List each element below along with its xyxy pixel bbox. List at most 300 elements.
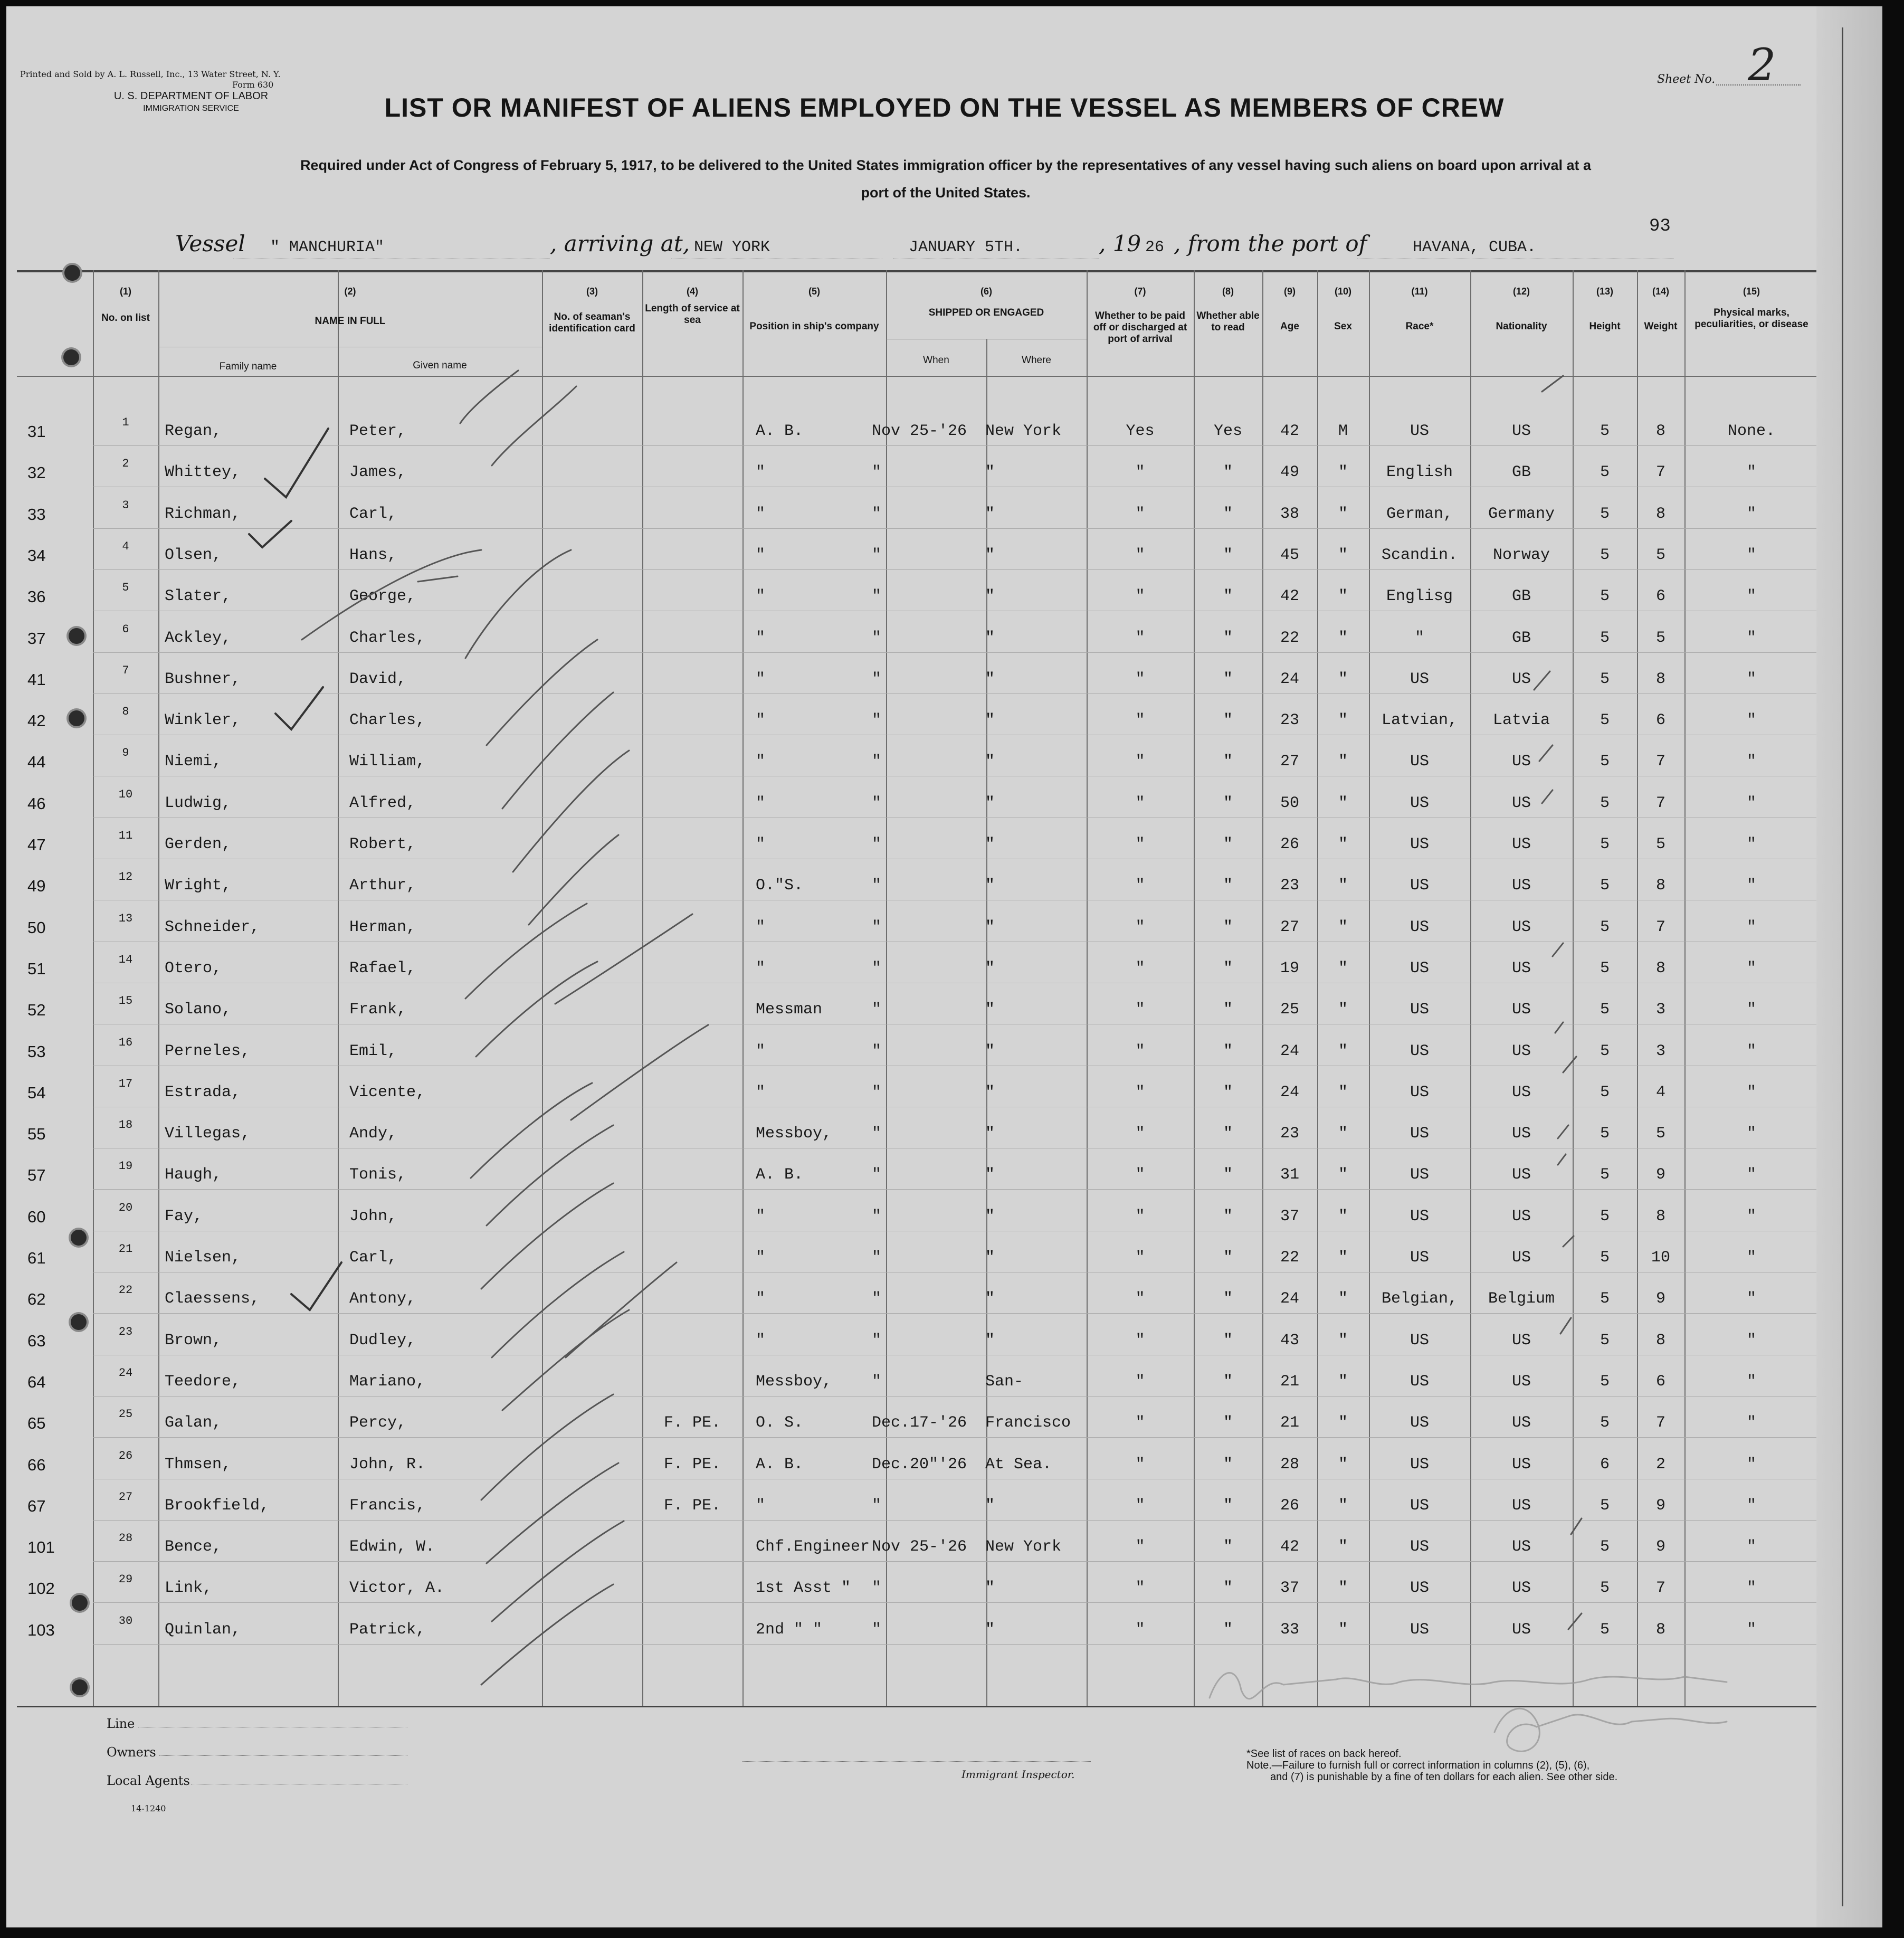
col-seaman-id-header: No. of seaman's identification card	[549, 311, 635, 334]
able-to-read-cell: "	[1223, 794, 1233, 812]
year-prefix: , 19	[1099, 231, 1141, 256]
given-name-cell: Patrick,	[349, 1621, 426, 1639]
race-cell: Belgian,	[1381, 1290, 1458, 1308]
family-name-cell: Ackley,	[165, 629, 232, 647]
sex-cell: "	[1338, 753, 1348, 771]
list-number-cell: 4	[122, 540, 129, 553]
shipped-where-cell: "	[985, 1290, 995, 1308]
where-subheader: Where	[1022, 355, 1051, 366]
list-number-cell: 16	[118, 1036, 133, 1049]
margin-page-number: 103	[27, 1621, 55, 1639]
shipped-where-cell: "	[985, 463, 995, 481]
list-number-cell: 10	[118, 788, 133, 801]
able-to-read-cell: "	[1223, 1497, 1233, 1515]
nationality-cell: US	[1511, 1166, 1531, 1184]
age-cell: 49	[1280, 463, 1299, 481]
weight-cell: 8	[1655, 505, 1665, 523]
height-cell: 5	[1600, 1166, 1610, 1184]
sex-cell: "	[1338, 1208, 1348, 1226]
shipped-when-cell: Nov 25-'26	[872, 1538, 967, 1556]
height-cell: 5	[1600, 1373, 1610, 1391]
able-to-read-cell: "	[1223, 670, 1233, 688]
given-name-cell: Arthur,	[349, 877, 416, 895]
age-cell: 22	[1280, 629, 1299, 647]
age-cell: 37	[1280, 1579, 1299, 1597]
race-cell: US	[1410, 918, 1429, 936]
age-cell: 43	[1280, 1332, 1299, 1350]
able-to-read-cell: "	[1223, 1249, 1233, 1267]
shipped-where-cell: "	[985, 794, 995, 812]
nationality-cell: US	[1511, 753, 1531, 771]
age-cell: 24	[1280, 1042, 1299, 1060]
paid-off-cell: "	[1135, 1497, 1145, 1515]
paid-off-cell: "	[1135, 1414, 1145, 1432]
race-cell: US	[1410, 1166, 1429, 1184]
position-cell: Messboy,	[756, 1125, 832, 1143]
given-name-cell: Frank,	[349, 1001, 407, 1019]
list-number-cell: 12	[118, 870, 133, 884]
family-name-cell: Niemi,	[165, 753, 222, 771]
sex-cell: "	[1338, 1456, 1348, 1474]
physical-marks-cell: "	[1746, 1332, 1756, 1350]
arrival-date: JANUARY 5TH.	[909, 239, 1023, 256]
nationality-cell: GB	[1511, 629, 1531, 647]
weight-cell: 7	[1655, 794, 1665, 812]
paid-off-cell: "	[1135, 1332, 1145, 1350]
position-cell: "	[756, 587, 766, 605]
margin-page-number: 47	[27, 835, 46, 854]
age-cell: 24	[1280, 670, 1299, 688]
col-weight-number: (14)	[1652, 286, 1669, 297]
given-name-cell: John, R.	[349, 1456, 426, 1474]
sex-cell: "	[1338, 1084, 1348, 1101]
family-name-cell: Thmsen,	[165, 1456, 232, 1474]
position-cell: "	[756, 546, 766, 564]
able-to-read-cell: "	[1223, 546, 1233, 564]
height-cell: 5	[1600, 960, 1610, 977]
shipped-when-cell: "	[872, 1332, 882, 1350]
list-number-cell: 30	[118, 1614, 133, 1628]
height-cell: 5	[1600, 463, 1610, 481]
sex-cell: "	[1338, 835, 1348, 853]
given-name-cell: David,	[349, 670, 407, 688]
form-title: LIST OR MANIFEST OF ALIENS EMPLOYED ON THE VESSEL AS MEMBERS OF CREW	[384, 93, 1505, 122]
list-number-cell: 28	[118, 1532, 133, 1545]
list-number-cell: 8	[122, 705, 129, 718]
arriving-label: , arriving at,	[550, 231, 690, 256]
physical-marks-cell: "	[1746, 505, 1756, 523]
physical-marks-cell: "	[1746, 1084, 1756, 1101]
weight-cell: 8	[1655, 960, 1665, 977]
weight-cell: 7	[1655, 918, 1665, 936]
shipped-where-cell: At Sea.	[985, 1456, 1052, 1474]
shipped-when-cell: "	[872, 670, 882, 688]
race-cell: US	[1410, 1373, 1429, 1391]
physical-marks-cell: "	[1746, 1497, 1756, 1515]
race-cell: "	[1414, 629, 1424, 647]
race-cell: US	[1410, 794, 1429, 812]
shipped-when-cell: "	[872, 835, 882, 853]
sex-cell: "	[1338, 1249, 1348, 1267]
col-nationality-header: Nationality	[1496, 321, 1547, 332]
nationality-cell: Belgium	[1488, 1290, 1555, 1308]
margin-page-number: 62	[27, 1290, 46, 1308]
line-label: Line	[107, 1716, 135, 1731]
list-number-cell: 3	[122, 499, 129, 512]
given-name-cell: Herman,	[349, 918, 416, 936]
race-cell: German,	[1386, 505, 1453, 523]
position-cell: "	[756, 960, 766, 977]
paid-off-cell: "	[1135, 1579, 1145, 1597]
sex-cell: "	[1338, 1414, 1348, 1432]
able-to-read-cell: "	[1223, 1290, 1233, 1308]
given-name-cell: Dudley,	[349, 1332, 416, 1350]
shipped-when-cell: "	[872, 1084, 882, 1101]
shipped-where-cell: "	[985, 1166, 995, 1184]
penalty-note-1: Note.—Failure to furnish full or correct information in columns (2), (5), (6),	[1246, 1760, 1590, 1771]
able-to-read-cell: "	[1223, 629, 1233, 647]
physical-marks-cell: "	[1746, 1290, 1756, 1308]
able-to-read-cell: "	[1223, 918, 1233, 936]
physical-marks-cell: "	[1746, 1414, 1756, 1432]
race-cell: English	[1386, 463, 1453, 481]
family-name-cell: Brookfield,	[165, 1497, 270, 1515]
family-name-cell: Whittey,	[165, 463, 241, 481]
col-shipped-engaged-header: SHIPPED OR ENGAGED	[928, 307, 1044, 318]
shipped-where-cell: New York	[985, 422, 1062, 440]
height-cell: 5	[1600, 1621, 1610, 1639]
subtitle-line-2: port of the United States.	[861, 185, 1031, 201]
nationality-cell: GB	[1511, 463, 1531, 481]
sex-cell: "	[1338, 877, 1348, 895]
family-name-cell: Gerden,	[165, 835, 232, 853]
when-subheader: When	[923, 355, 949, 366]
able-to-read-cell: "	[1223, 1332, 1233, 1350]
margin-page-number: 65	[27, 1414, 46, 1432]
nationality-cell: US	[1511, 1001, 1531, 1019]
shipped-when-cell: "	[872, 877, 882, 895]
col-nationality-number: (12)	[1512, 286, 1530, 297]
age-cell: 26	[1280, 1497, 1299, 1515]
height-cell: 5	[1600, 877, 1610, 895]
given-name-cell: William,	[349, 753, 426, 771]
margin-page-number: 49	[27, 877, 46, 895]
nationality-cell: US	[1511, 1538, 1531, 1556]
shipped-when-cell: "	[872, 1001, 882, 1019]
family-name-cell: Solano,	[165, 1001, 232, 1019]
shipped-when-cell: "	[872, 546, 882, 564]
position-cell: 1st Asst "	[756, 1579, 851, 1597]
weight-cell: 6	[1655, 587, 1665, 605]
paid-off-cell: "	[1135, 1621, 1145, 1639]
able-to-read-cell: "	[1223, 711, 1233, 729]
paid-off-cell: "	[1135, 877, 1145, 895]
family-name-cell: Otero,	[165, 960, 222, 977]
paid-off-cell: "	[1135, 711, 1145, 729]
shipped-where-cell: "	[985, 1579, 995, 1597]
sex-cell: "	[1338, 1538, 1348, 1556]
shipped-when-cell: "	[872, 918, 882, 936]
nationality-cell: US	[1511, 1208, 1531, 1226]
shipped-when-cell: Dec.17-'26	[872, 1414, 967, 1432]
weight-cell: 4	[1655, 1084, 1665, 1101]
shipped-when-cell: "	[872, 711, 882, 729]
sex-cell: "	[1338, 1166, 1348, 1184]
able-to-read-cell: "	[1223, 1538, 1233, 1556]
height-cell: 5	[1600, 1579, 1610, 1597]
given-name-cell: Hans,	[349, 546, 397, 564]
nationality-cell: US	[1511, 960, 1531, 977]
position-cell: A. B.	[756, 1166, 804, 1184]
family-name-subheader: Family name	[219, 361, 277, 372]
position-cell: O. S.	[756, 1414, 804, 1432]
margin-page-number: 53	[27, 1042, 46, 1061]
given-name-cell: Andy,	[349, 1125, 397, 1143]
age-cell: 27	[1280, 753, 1299, 771]
height-cell: 5	[1600, 629, 1610, 647]
weight-cell: 10	[1651, 1249, 1670, 1267]
binder-hole	[64, 265, 80, 281]
shipped-where-cell: "	[985, 1497, 995, 1515]
col-length-service-header: Length of service at sea	[645, 303, 740, 326]
paid-off-cell: "	[1135, 1084, 1145, 1101]
physical-marks-cell: None.	[1727, 422, 1775, 440]
shipped-when-cell: Nov 25-'26	[872, 422, 967, 440]
margin-page-number: 44	[27, 753, 46, 771]
shipped-where-cell: "	[985, 1125, 995, 1143]
position-cell: "	[756, 835, 766, 853]
col-age-header: Age	[1280, 321, 1299, 332]
height-cell: 5	[1600, 422, 1610, 440]
height-cell: 5	[1600, 1208, 1610, 1226]
sex-cell: "	[1338, 670, 1348, 688]
penalty-note-2: and (7) is punishable by a fine of ten dollars for each alien. See other side.	[1270, 1771, 1618, 1783]
height-cell: 5	[1600, 546, 1610, 564]
position-cell: "	[756, 918, 766, 936]
form-code: 14-1240	[131, 1803, 166, 1813]
weight-cell: 7	[1655, 463, 1665, 481]
list-number-cell: 22	[118, 1284, 133, 1297]
position-cell: "	[756, 1249, 766, 1267]
age-cell: 19	[1280, 960, 1299, 977]
family-name-cell: Richman,	[165, 505, 241, 523]
sex-cell: "	[1338, 1042, 1348, 1060]
margin-page-number: 31	[27, 422, 46, 441]
page-edge	[1816, 6, 1882, 1927]
list-number-cell: 18	[118, 1118, 133, 1132]
height-cell: 5	[1600, 711, 1610, 729]
position-cell: "	[756, 1084, 766, 1101]
able-to-read-cell: "	[1223, 753, 1233, 771]
paid-off-cell: "	[1135, 794, 1145, 812]
race-cell: US	[1410, 670, 1429, 688]
shipped-where-cell: "	[985, 1001, 995, 1019]
local-agents-label: Local Agents	[107, 1773, 190, 1788]
col-race-header: Race*	[1405, 321, 1434, 332]
able-to-read-cell: "	[1223, 1001, 1233, 1019]
shipped-where-cell: "	[985, 1249, 995, 1267]
col-able-to-read-header: Whether able to read	[1196, 310, 1260, 333]
age-cell: 33	[1280, 1621, 1299, 1639]
shipped-where-cell: "	[985, 1084, 995, 1101]
physical-marks-cell: "	[1746, 1001, 1756, 1019]
position-cell: Chf.Engineer	[756, 1538, 870, 1556]
form-number: Form 630	[232, 80, 274, 90]
nationality-cell: GB	[1511, 587, 1531, 605]
age-cell: 37	[1280, 1208, 1299, 1226]
departure-port: HAVANA, CUBA.	[1413, 239, 1537, 256]
vessel-name: " MANCHURIA"	[270, 239, 385, 256]
weight-cell: 9	[1655, 1538, 1665, 1556]
physical-marks-cell: "	[1746, 1456, 1756, 1474]
physical-marks-cell: "	[1746, 1373, 1756, 1391]
age-cell: 50	[1280, 794, 1299, 812]
year-suffix: 26	[1145, 239, 1165, 256]
height-cell: 5	[1600, 794, 1610, 812]
position-cell: "	[756, 1208, 766, 1226]
nationality-cell: US	[1511, 794, 1531, 812]
age-cell: 24	[1280, 1290, 1299, 1308]
col-weight-header: Weight	[1644, 321, 1678, 332]
height-cell: 5	[1600, 505, 1610, 523]
margin-page-number: 50	[27, 918, 46, 937]
able-to-read-cell: "	[1223, 505, 1233, 523]
age-cell: 42	[1280, 1538, 1299, 1556]
sex-cell: "	[1338, 505, 1348, 523]
able-to-read-cell: "	[1223, 835, 1233, 853]
race-cell: US	[1410, 1456, 1429, 1474]
sheet-number: 2	[1748, 39, 1776, 91]
weight-cell: 8	[1655, 877, 1665, 895]
physical-marks-cell: "	[1746, 1249, 1756, 1267]
list-number-cell: 19	[118, 1160, 133, 1173]
given-name-cell: Edwin, W.	[349, 1538, 435, 1556]
weight-cell: 5	[1655, 835, 1665, 853]
given-name-cell: George,	[349, 587, 416, 605]
physical-marks-cell: "	[1746, 587, 1756, 605]
age-cell: 23	[1280, 877, 1299, 895]
physical-marks-cell: "	[1746, 835, 1756, 853]
department-name: U. S. DEPARTMENT OF LABOR	[113, 90, 269, 102]
weight-cell: 6	[1655, 711, 1665, 729]
height-cell: 5	[1600, 1538, 1610, 1556]
manifest-sheet	[6, 6, 1882, 1927]
age-cell: 25	[1280, 1001, 1299, 1019]
list-number-cell: 6	[122, 623, 129, 636]
able-to-read-cell: "	[1223, 1166, 1233, 1184]
list-number-cell: 24	[118, 1366, 133, 1380]
paid-off-cell: "	[1135, 1456, 1145, 1474]
age-cell: 27	[1280, 918, 1299, 936]
shipped-when-cell: "	[872, 1249, 882, 1267]
family-name-cell: Galan,	[165, 1414, 222, 1432]
height-cell: 5	[1600, 1084, 1610, 1101]
col-physical-marks-header: Physical marks, peculiarities, or disease	[1694, 307, 1808, 330]
family-name-cell: Bence,	[165, 1538, 222, 1556]
position-cell: "	[756, 670, 766, 688]
family-name-cell: Brown,	[165, 1332, 222, 1350]
paid-off-cell: Yes	[1126, 422, 1155, 440]
family-name-cell: Bushner,	[165, 670, 241, 688]
check-mark-icon	[275, 687, 323, 729]
able-to-read-cell: "	[1223, 960, 1233, 977]
age-cell: 24	[1280, 1084, 1299, 1101]
paid-off-cell: "	[1135, 1208, 1145, 1226]
position-cell: Messman	[756, 1001, 823, 1019]
length-service-cell: F. PE.	[663, 1456, 721, 1474]
col-seaman-id-number: (3)	[586, 286, 598, 297]
margin-page-number: 64	[27, 1373, 46, 1391]
shipped-when-cell: "	[872, 1166, 882, 1184]
owners-label: Owners	[107, 1745, 156, 1760]
sex-cell: M	[1338, 422, 1348, 440]
shipped-when-cell: "	[872, 794, 882, 812]
height-cell: 5	[1600, 835, 1610, 853]
nationality-cell: US	[1511, 1249, 1531, 1267]
race-cell: Scandin.	[1381, 546, 1458, 564]
sex-cell: "	[1338, 711, 1348, 729]
weight-cell: 5	[1655, 546, 1665, 564]
given-name-cell: Carl,	[349, 1249, 397, 1267]
weight-cell: 3	[1655, 1001, 1665, 1019]
col-sex-header: Sex	[1334, 321, 1352, 332]
weight-cell: 5	[1655, 1125, 1665, 1143]
paid-off-cell: "	[1135, 1249, 1145, 1267]
physical-marks-cell: "	[1746, 1125, 1756, 1143]
col-paid-off-number: (7)	[1134, 286, 1146, 297]
age-cell: 31	[1280, 1166, 1299, 1184]
margin-page-number: 60	[27, 1208, 46, 1226]
col-age-number: (9)	[1284, 286, 1296, 297]
col-physical-marks-number: (15)	[1743, 286, 1760, 297]
nationality-cell: US	[1511, 1373, 1531, 1391]
height-cell: 5	[1600, 1249, 1610, 1267]
race-cell: US	[1410, 1579, 1429, 1597]
weight-cell: 5	[1655, 629, 1665, 647]
nationality-cell: US	[1511, 422, 1531, 440]
weight-cell: 6	[1655, 1373, 1665, 1391]
paid-off-cell: "	[1135, 835, 1145, 853]
shipped-when-cell: "	[872, 1208, 882, 1226]
race-cell: US	[1410, 1414, 1429, 1432]
check-mark-icon	[265, 429, 328, 497]
physical-marks-cell: "	[1746, 711, 1756, 729]
check-mark-icon	[291, 1262, 341, 1310]
nationality-cell: Germany	[1488, 505, 1555, 523]
nationality-cell: US	[1511, 1414, 1531, 1432]
physical-marks-cell: "	[1746, 794, 1756, 812]
given-name-cell: Charles,	[349, 629, 426, 647]
height-cell: 5	[1600, 753, 1610, 771]
margin-page-number: 46	[27, 794, 46, 813]
col-shipped-engaged-number: (6)	[980, 286, 992, 297]
physical-marks-cell: "	[1746, 1579, 1756, 1597]
sex-cell: "	[1338, 1001, 1348, 1019]
nationality-cell: Norway	[1492, 546, 1550, 564]
shipped-where-cell: "	[985, 629, 995, 647]
nationality-cell: US	[1511, 1332, 1531, 1350]
sex-cell: "	[1338, 587, 1348, 605]
position-cell: "	[756, 1042, 766, 1060]
shipped-when-cell: "	[872, 463, 882, 481]
race-cell: US	[1410, 1621, 1429, 1639]
given-name-subheader: Given name	[413, 360, 467, 371]
position-cell: "	[756, 753, 766, 771]
paid-off-cell: "	[1135, 753, 1145, 771]
col-length-service-number: (4)	[687, 286, 698, 297]
paid-off-cell: "	[1135, 505, 1145, 523]
sheet-label: Sheet No.	[1657, 73, 1716, 86]
